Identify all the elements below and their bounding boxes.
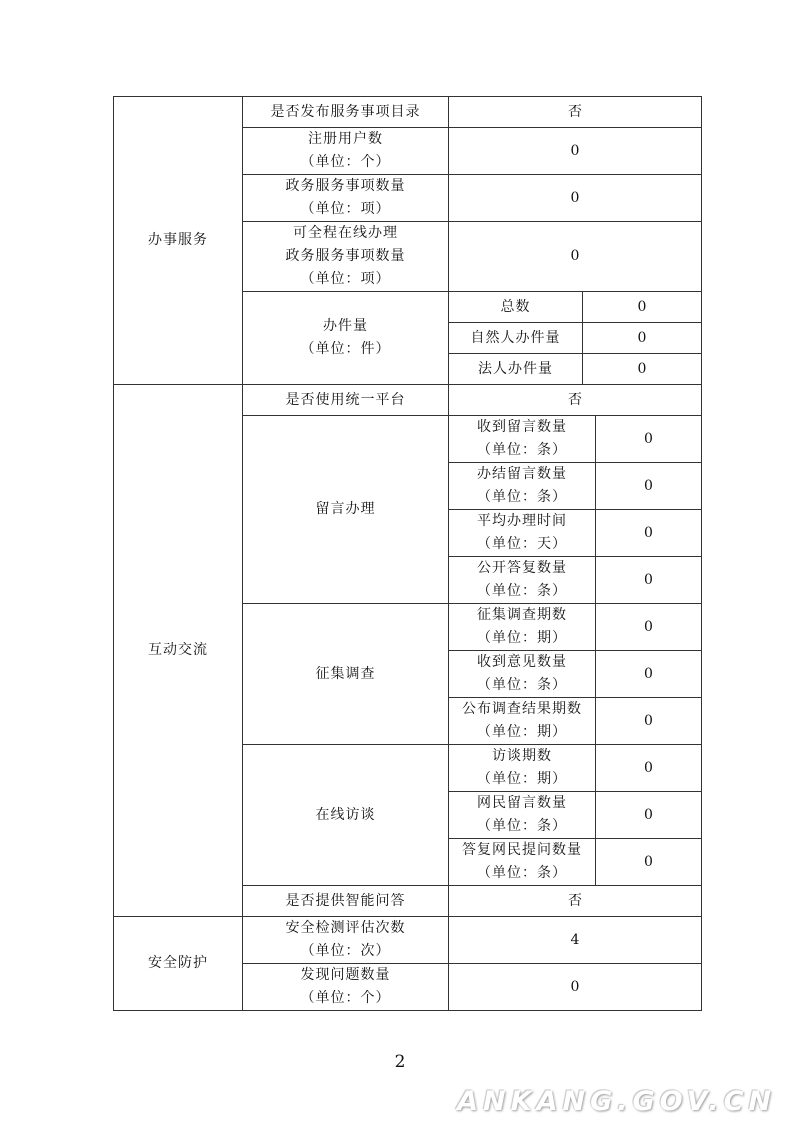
online-items-value: 0 bbox=[449, 222, 702, 292]
unified-platform-label: 是否使用统一平台 bbox=[243, 385, 449, 416]
interview-periods-label: 访谈期数 （单位：期） bbox=[449, 745, 596, 792]
cases-legal-value: 0 bbox=[583, 354, 702, 385]
interview-periods-value: 0 bbox=[596, 745, 702, 792]
service-items-value: 0 bbox=[449, 175, 702, 222]
assessments-value: 4 bbox=[449, 917, 702, 964]
issues-label: 发现问题数量 （单位：个） bbox=[243, 964, 449, 1011]
messages-closed-value: 0 bbox=[596, 463, 702, 510]
online-items-label: 可全程在线办理 政务服务事项数量 （单位：项） bbox=[243, 222, 449, 292]
catalog-label: 是否发布服务事项目录 bbox=[243, 97, 449, 128]
catalog-value: 否 bbox=[449, 97, 702, 128]
service-items-label: 政务服务事项数量 （单位：项） bbox=[243, 175, 449, 222]
survey-opinions-value: 0 bbox=[596, 651, 702, 698]
smart-qa-label: 是否提供智能问答 bbox=[243, 886, 449, 917]
section-interaction-title: 互动交流 bbox=[114, 385, 243, 917]
smart-qa-value: 否 bbox=[449, 886, 702, 917]
messages-received-label: 收到留言数量 （单位：条） bbox=[449, 416, 596, 463]
assessments-label: 安全检测评估次数 （单位：次） bbox=[243, 917, 449, 964]
cases-total-value: 0 bbox=[583, 292, 702, 323]
messages-closed-label: 办结留言数量 （单位：条） bbox=[449, 463, 596, 510]
survey-results-value: 0 bbox=[596, 698, 702, 745]
cases-natural-label: 自然人办件量 bbox=[449, 323, 583, 354]
messages-label: 留言办理 bbox=[243, 416, 449, 604]
cases-label: 办件量 （单位：件） bbox=[243, 292, 449, 385]
messages-public-reply-value: 0 bbox=[596, 557, 702, 604]
survey-periods-value: 0 bbox=[596, 604, 702, 651]
issues-value: 0 bbox=[449, 964, 702, 1011]
cases-total-label: 总数 bbox=[449, 292, 583, 323]
statistics-table bbox=[113, 96, 702, 1011]
site-watermark: ANKANG.GOV.CN bbox=[457, 1086, 776, 1117]
messages-received-value: 0 bbox=[596, 416, 702, 463]
unified-platform-value: 否 bbox=[449, 385, 702, 416]
registered-users-value: 0 bbox=[449, 128, 702, 175]
survey-opinions-label: 收到意见数量 （单位：条） bbox=[449, 651, 596, 698]
cases-natural-value: 0 bbox=[583, 323, 702, 354]
interview-label: 在线访谈 bbox=[243, 745, 449, 886]
survey-periods-label: 征集调查期数 （单位：期） bbox=[449, 604, 596, 651]
cases-legal-label: 法人办件量 bbox=[449, 354, 583, 385]
interview-netizen-msgs-label: 网民留言数量 （单位：条） bbox=[449, 792, 596, 839]
survey-results-label: 公布调查结果期数 （单位：期） bbox=[449, 698, 596, 745]
registered-users-label: 注册用户数 （单位：个） bbox=[243, 128, 449, 175]
section-security-title: 安全防护 bbox=[114, 917, 243, 1011]
interview-netizen-msgs-value: 0 bbox=[596, 792, 702, 839]
page-number: 2 bbox=[394, 1052, 406, 1072]
messages-public-reply-label: 公开答复数量 （单位：条） bbox=[449, 557, 596, 604]
messages-avg-time-label: 平均办理时间 （单位：天） bbox=[449, 510, 596, 557]
interview-answered-label: 答复网民提问数量 （单位：条） bbox=[449, 839, 596, 886]
survey-label: 征集调查 bbox=[243, 604, 449, 745]
interview-answered-value: 0 bbox=[596, 839, 702, 886]
section-service-title: 办事服务 bbox=[114, 97, 243, 385]
messages-avg-time-value: 0 bbox=[596, 510, 702, 557]
